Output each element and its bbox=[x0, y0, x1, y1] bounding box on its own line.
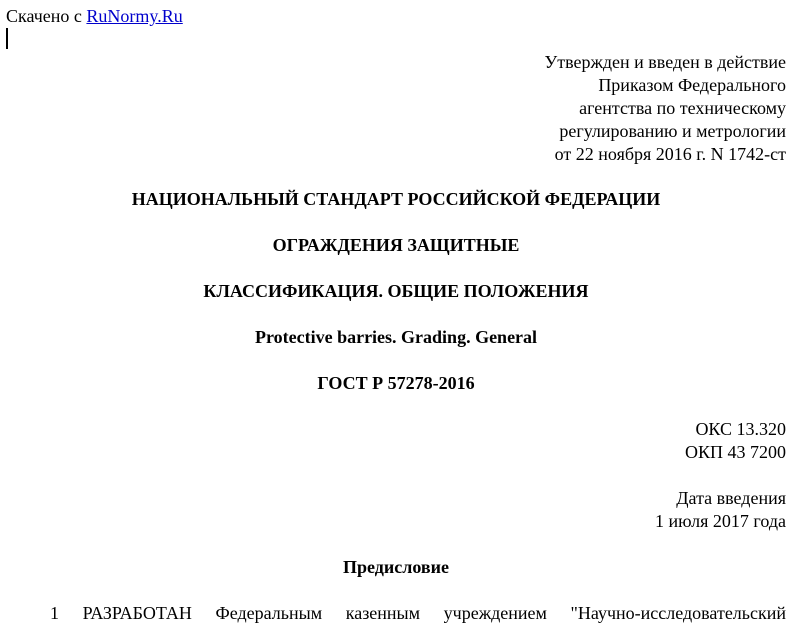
source-prefix: Скачено с bbox=[6, 6, 87, 26]
source-link[interactable]: RuNormy.Ru bbox=[86, 6, 183, 26]
intro-date-label: Дата введения bbox=[676, 488, 786, 508]
source-line bbox=[6, 5, 183, 27]
intro-date-value: 1 июля 2017 года bbox=[655, 511, 786, 531]
english-title: Protective barries. Grading. General bbox=[254, 327, 538, 347]
approval-line-2: Приказом Федерального bbox=[598, 75, 786, 95]
standard-title: ОГРАЖДЕНИЯ ЗАЩИТНЫЕ bbox=[272, 235, 520, 255]
approval-line-3: агентства по техническому bbox=[579, 98, 786, 118]
national-standard-heading: НАЦИОНАЛЬНЫЙ СТАНДАРТ РОССИЙСКОЙ ФЕДЕРАЦИИ bbox=[131, 189, 661, 209]
approval-line-4: регулированию и метрологии bbox=[559, 121, 786, 141]
approval-line-1: Утвержден и введен в действие bbox=[544, 52, 786, 72]
okp-code: ОКП 43 7200 bbox=[684, 442, 786, 462]
text-cursor bbox=[6, 28, 8, 49]
foreword-paragraph-1: 1 РАЗРАБОТАН Федеральным казенным учреждением "Научно-исследовательский bbox=[50, 603, 786, 623]
approval-line-5: от 22 ноября 2016 г. N 1742-ст bbox=[554, 144, 786, 164]
standard-code: ГОСТ Р 57278-2016 bbox=[317, 373, 475, 393]
oks-code: ОКС 13.320 bbox=[695, 419, 786, 439]
standard-subtitle: КЛАССИФИКАЦИЯ. ОБЩИЕ ПОЛОЖЕНИЯ bbox=[203, 281, 589, 301]
foreword-heading: Предисловие bbox=[343, 557, 449, 577]
